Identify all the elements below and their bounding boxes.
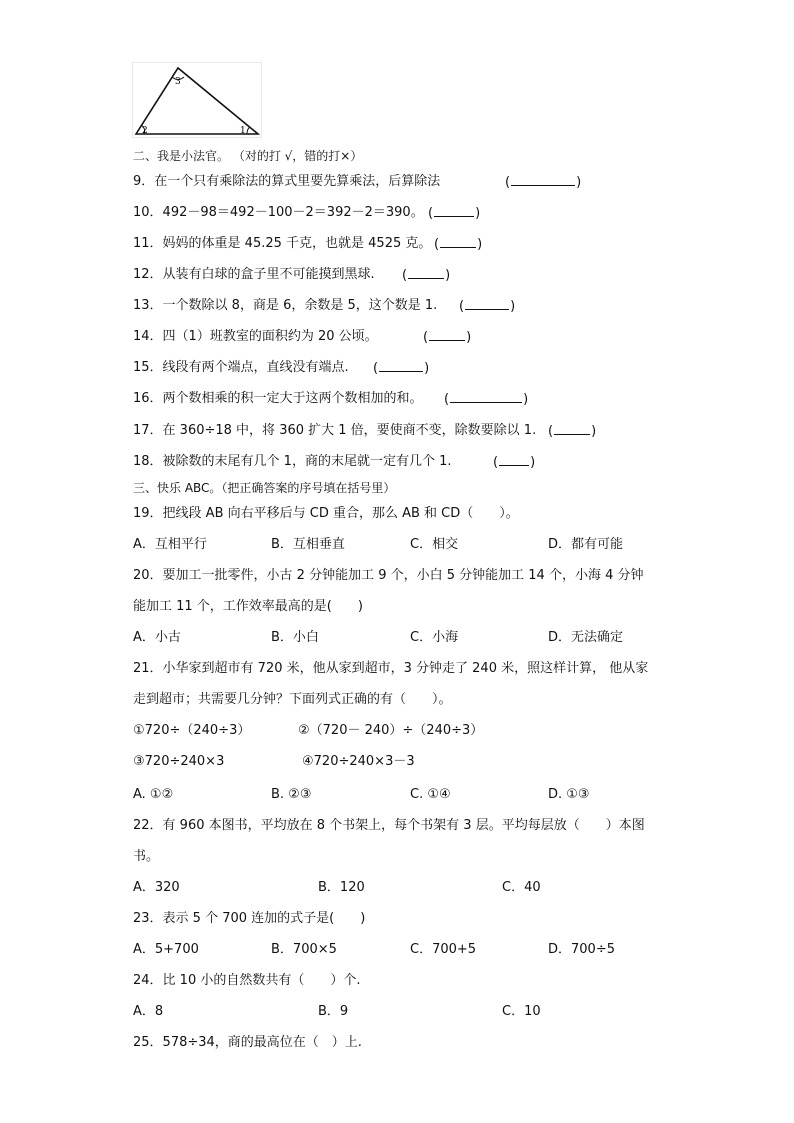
q9	[133, 173, 440, 191]
q13-number: 13．	[133, 298, 163, 313]
q21-option-c[interactable]: C. ①④	[410, 787, 451, 802]
q19-option-d[interactable]: D．都有可能	[548, 537, 624, 552]
q11-text: 妈妈的体重是 45.25 千克，也就是 4525 克。	[162, 236, 432, 251]
q20-option-a[interactable]: A．小古	[133, 630, 181, 645]
q16-number: 16．	[133, 391, 163, 406]
q18-answer[interactable]: ( )	[493, 455, 536, 470]
q20-line2: 能加工 11 个，工作效率最高的是( )	[133, 599, 363, 614]
q24-option-a[interactable]: A．8	[133, 1004, 164, 1019]
triangle-figure	[132, 62, 262, 138]
q11-answer[interactable]: ( )	[434, 237, 483, 252]
q14-answer[interactable]: ( )	[423, 330, 472, 345]
q15-number: 15．	[133, 360, 163, 375]
q21-option-a[interactable]: A. ①②	[133, 787, 174, 802]
q15	[133, 359, 349, 377]
q20-line1: 20．要加工一批零件，小古 2 分钟能加工 9 个，小白 5 分钟能加工 14 个，小海 4 分钟	[133, 568, 644, 583]
q21-formula-2: ②（720－ 240）÷（240÷3）	[298, 723, 484, 738]
q21-formula-1: ①720÷（240÷3）	[133, 723, 251, 738]
q18-text: 被除数的末尾有几个 1，商的末尾就一定有几个 1.	[162, 454, 452, 469]
q22-option-b[interactable]: B．120	[318, 880, 365, 895]
q21-line1: 21．小华家到超市有 720 米，他从家到超市，3 分钟走了 240 米，照这样计算， 他从家	[133, 661, 649, 676]
q12	[133, 266, 375, 284]
q19-option-c[interactable]: C．相交	[410, 537, 459, 552]
q9-text: 在一个只有乘除法的算式里要先算乘法，后算除法	[154, 174, 441, 189]
q17	[133, 422, 536, 440]
q10-number: 10．	[133, 205, 163, 220]
q14	[133, 328, 378, 346]
q17-text: 在 360÷18 中，将 360 扩大 1 倍，要使商不变，除数要除以 1.	[162, 423, 537, 438]
q23-option-a[interactable]: A．5+700	[133, 942, 199, 957]
q16	[133, 390, 423, 408]
q17-number: 17．	[133, 423, 163, 438]
q10-answer[interactable]: ( )	[428, 206, 481, 221]
q22-option-c[interactable]: C．40	[502, 880, 541, 895]
q14-text: 四（1）班教室的面积约为 20 公顷。	[162, 329, 378, 344]
q13	[133, 297, 437, 315]
q11-number: 11．	[133, 236, 163, 251]
q10	[133, 204, 424, 222]
angle-label-1: 1	[240, 126, 246, 136]
q22-option-a[interactable]: A．320	[133, 880, 180, 895]
q19-text: 19．把线段 AB 向右平移后与 CD 重合，那么 AB 和 CD（ ）。	[133, 506, 519, 521]
q16-answer[interactable]: ( )	[444, 392, 529, 407]
q19-option-b[interactable]: B．互相垂直	[271, 537, 345, 552]
section3-title: 三、快乐 ABC。（把正确答案的序号填在括号里）	[133, 481, 396, 495]
section2-title: 二、我是小法官。 （对的打 √，错的打×）	[133, 149, 363, 163]
q20-option-b[interactable]: B．小白	[271, 630, 319, 645]
q14-number: 14．	[133, 329, 163, 344]
q19-option-a[interactable]: A．互相平行	[133, 537, 207, 552]
angle-label-3: 3	[175, 77, 181, 87]
q20-option-d[interactable]: D．无法确定	[548, 630, 624, 645]
q23-option-b[interactable]: B．700×5	[271, 942, 337, 957]
q18	[133, 453, 452, 471]
q13-answer[interactable]: ( )	[459, 299, 516, 314]
q15-text: 线段有两个端点，直线没有端点.	[162, 360, 349, 375]
q9-answer[interactable]: ( )	[505, 175, 582, 190]
q22-line1: 22．有 960 本图书，平均放在 8 个书架上，每个书架有 3 层。平均每层放（ ）本图	[133, 818, 645, 833]
q12-text: 从装有白球的盒子里不可能摸到黑球.	[162, 267, 375, 282]
q9-number: 9．	[133, 174, 155, 189]
q11	[133, 235, 431, 253]
q18-number: 18．	[133, 454, 163, 469]
q23-option-c[interactable]: C．700+5	[410, 942, 477, 957]
q12-number: 12．	[133, 267, 163, 282]
q24-text: 24．比 10 小的自然数共有（ ）个.	[133, 973, 361, 988]
q21-line2: 走到超市；共需要几分钟？下面列式正确的有（ ）。	[133, 692, 452, 707]
q17-answer[interactable]: ( )	[548, 424, 597, 439]
q21-formula-3: ③720÷240×3	[133, 754, 225, 769]
q13-text: 一个数除以 8，商是 6，余数是 5，这个数是 1.	[162, 298, 438, 313]
q16-text: 两个数相乘的积一定大于这两个数相加的和。	[162, 391, 423, 406]
q22-line2: 书。	[133, 849, 160, 864]
q21-formula-4: ④720÷240×3－3	[302, 754, 415, 769]
q15-answer[interactable]: ( )	[373, 361, 430, 376]
q21-option-d[interactable]: D. ①③	[548, 787, 590, 802]
q24-option-b[interactable]: B．9	[318, 1004, 349, 1019]
q23-text: 23．表示 5 个 700 连加的式子是( )	[133, 911, 366, 926]
q21-option-b[interactable]: B. ②③	[271, 787, 312, 802]
angle-label-2: 2	[142, 126, 148, 136]
q20-option-c[interactable]: C．小海	[410, 630, 459, 645]
q10-text: 492－98＝492－100－2＝392－2＝390。	[162, 205, 424, 220]
q23-option-d[interactable]: D．700÷5	[548, 942, 615, 957]
q12-answer[interactable]: ( )	[402, 268, 451, 283]
q24-option-c[interactable]: C．10	[502, 1004, 541, 1019]
q25-text: 25．578÷34，商的最高位在（ ）上.	[133, 1035, 362, 1050]
